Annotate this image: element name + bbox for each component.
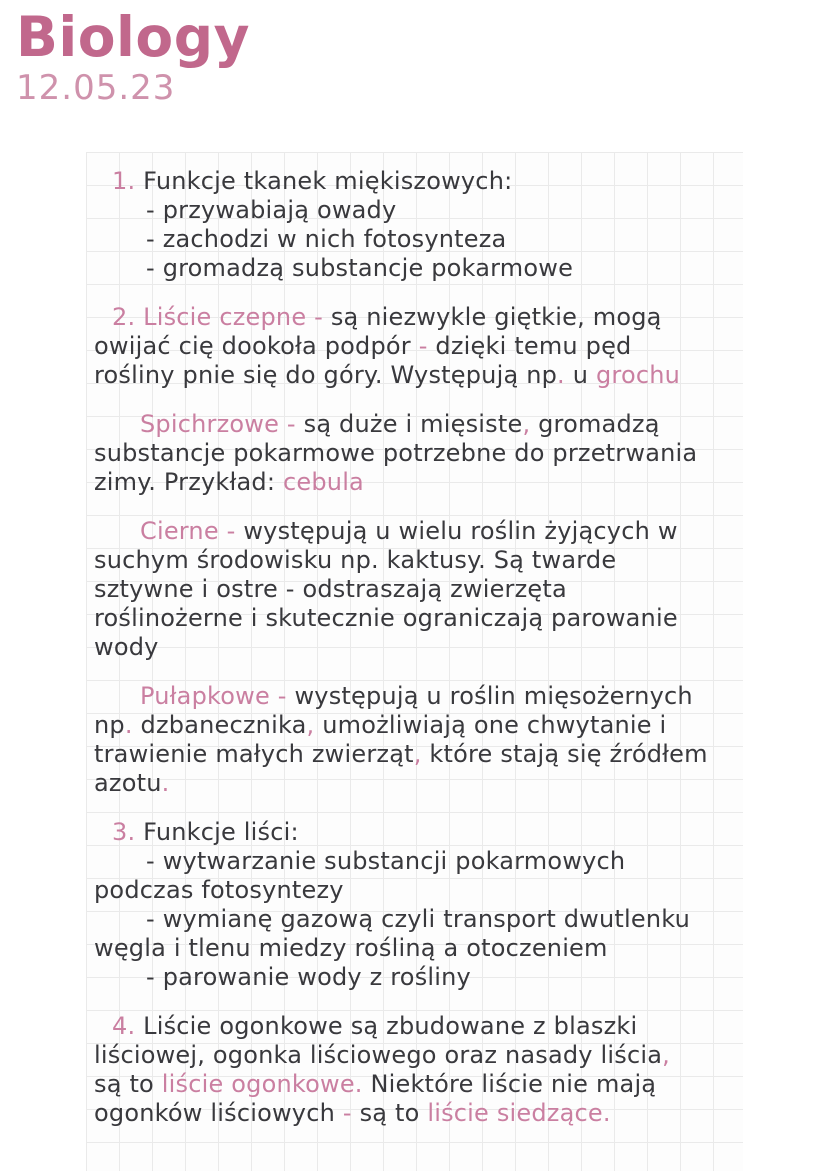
text-segment: . xyxy=(557,361,565,389)
text-segment: . xyxy=(124,711,133,739)
text-segment: podczas fotosyntezy xyxy=(94,876,344,904)
text-segment: 3. xyxy=(112,818,136,846)
text-segment: 1. xyxy=(112,167,136,195)
blank-line xyxy=(94,992,743,1012)
note-line xyxy=(94,575,743,604)
text-segment: sztywne i ostre - odstraszają zwierzęta xyxy=(94,575,567,603)
text-segment: Spichrzowe - xyxy=(140,410,296,438)
text-segment: Pułapkowe - xyxy=(140,682,287,710)
text-segment: owijać cię dookoła podpór xyxy=(94,332,419,360)
text-segment: Niektóre liście nie mają xyxy=(362,1070,657,1098)
text-segment: grochu xyxy=(595,361,681,389)
note-line xyxy=(94,196,743,225)
text-segment: - zachodzi w nich fotosynteza xyxy=(146,225,507,253)
text-segment: - xyxy=(342,1099,352,1127)
note-line xyxy=(94,468,743,497)
blank-line xyxy=(94,497,743,517)
note-line xyxy=(94,303,743,332)
text-segment: liście siedzące. xyxy=(427,1099,611,1127)
text-segment: substancje pokarmowe potrzebne do przetrwania xyxy=(94,439,698,467)
note-line xyxy=(94,361,743,390)
note-line xyxy=(94,1041,743,1070)
text-segment: , xyxy=(413,740,422,768)
text-segment: gromadzą xyxy=(530,410,660,438)
blank-line xyxy=(94,798,743,818)
text-segment: występują u roślin mięsożernych xyxy=(286,682,693,710)
text-segment: - przywabiają owady xyxy=(146,196,397,224)
note-line xyxy=(94,847,743,876)
page-title: Biology xyxy=(16,5,250,69)
text-segment: umożliwiają one chwytanie i xyxy=(314,711,667,739)
note-line xyxy=(94,167,743,196)
note-line xyxy=(94,1099,743,1128)
note-line xyxy=(94,682,743,711)
text-segment: np xyxy=(94,711,125,739)
text-segment: trawienie małych zwierząt xyxy=(94,740,414,768)
text-segment: Funkcje liści: xyxy=(135,818,299,846)
blank-line xyxy=(94,390,743,410)
text-segment: które stają się źródłem xyxy=(421,740,708,768)
text-segment: cebula xyxy=(282,468,364,496)
notes-grid-paper xyxy=(86,152,743,1171)
blank-line xyxy=(94,283,743,303)
text-segment: są to xyxy=(94,1070,162,1098)
text-segment: są duże i mięsiste xyxy=(295,410,523,438)
text-segment: węgla i tlenu miedzy rośliną a otoczeniem xyxy=(94,934,608,962)
text-segment: Liście ogonkowe są zbudowane z blaszki xyxy=(135,1012,638,1040)
note-line xyxy=(94,604,743,633)
text-segment: , xyxy=(522,410,531,438)
text-segment: liściowej, ogonka liściowego oraz nasady liścia xyxy=(94,1041,663,1069)
note-line xyxy=(94,963,743,992)
note-line xyxy=(94,769,743,798)
text-segment: . xyxy=(161,769,170,797)
text-segment: azotu xyxy=(94,769,162,797)
note-line xyxy=(94,905,743,934)
note-line xyxy=(94,439,743,468)
text-segment: dzbanecznika xyxy=(132,711,307,739)
text-segment: 2. Liście czepne - xyxy=(112,303,323,331)
page-date: 12.05.23 xyxy=(16,68,176,108)
text-segment: zimy. Przykład: xyxy=(94,468,283,496)
note-line xyxy=(94,876,743,905)
text-segment: są niezwykle giętkie, mogą xyxy=(323,303,662,331)
note-line xyxy=(94,254,743,283)
page-header xyxy=(16,4,250,107)
note-line xyxy=(94,633,743,662)
text-segment: ogonków liściowych xyxy=(94,1099,343,1127)
text-segment: - xyxy=(418,332,428,360)
note-line xyxy=(94,934,743,963)
note-line xyxy=(94,410,743,439)
note-line xyxy=(94,740,743,769)
text-segment: liście ogonkowe. xyxy=(161,1070,363,1098)
text-segment: występują u wielu roślin żyjących w xyxy=(235,517,678,545)
text-segment: są to xyxy=(351,1099,428,1127)
text-segment: suchym środowisku np. kaktusy. Są twarde xyxy=(94,546,617,574)
notes-content xyxy=(94,167,743,1128)
text-segment: , xyxy=(662,1041,670,1069)
note-line xyxy=(94,332,743,361)
text-segment: , xyxy=(306,711,315,739)
note-line xyxy=(94,225,743,254)
text-segment: rośliny pnie się do góry. Występują np xyxy=(94,361,558,389)
text-segment: dzięki temu pęd xyxy=(427,332,632,360)
text-segment: - wymianę gazową czyli transport dwutlenku xyxy=(146,905,691,933)
blank-line xyxy=(94,662,743,682)
note-line xyxy=(94,546,743,575)
note-line xyxy=(94,1012,743,1041)
note-line xyxy=(94,517,743,546)
note-line xyxy=(94,818,743,847)
text-segment: wody xyxy=(94,633,159,661)
text-segment: roślinożerne i skutecznie ograniczają parowanie xyxy=(94,604,678,632)
text-segment: Cierne - xyxy=(140,517,236,545)
text-segment: u xyxy=(564,361,596,389)
note-line xyxy=(94,1070,743,1099)
text-segment: Funkcje tkanek miękiszowych: xyxy=(135,167,513,195)
text-segment: - parowanie wody z rośliny xyxy=(146,963,471,991)
text-segment: - wytwarzanie substancji pokarmowych xyxy=(146,847,626,875)
note-line xyxy=(94,711,743,740)
text-segment: - gromadzą substancje pokarmowe xyxy=(146,254,574,282)
text-segment: 4. xyxy=(112,1012,136,1040)
